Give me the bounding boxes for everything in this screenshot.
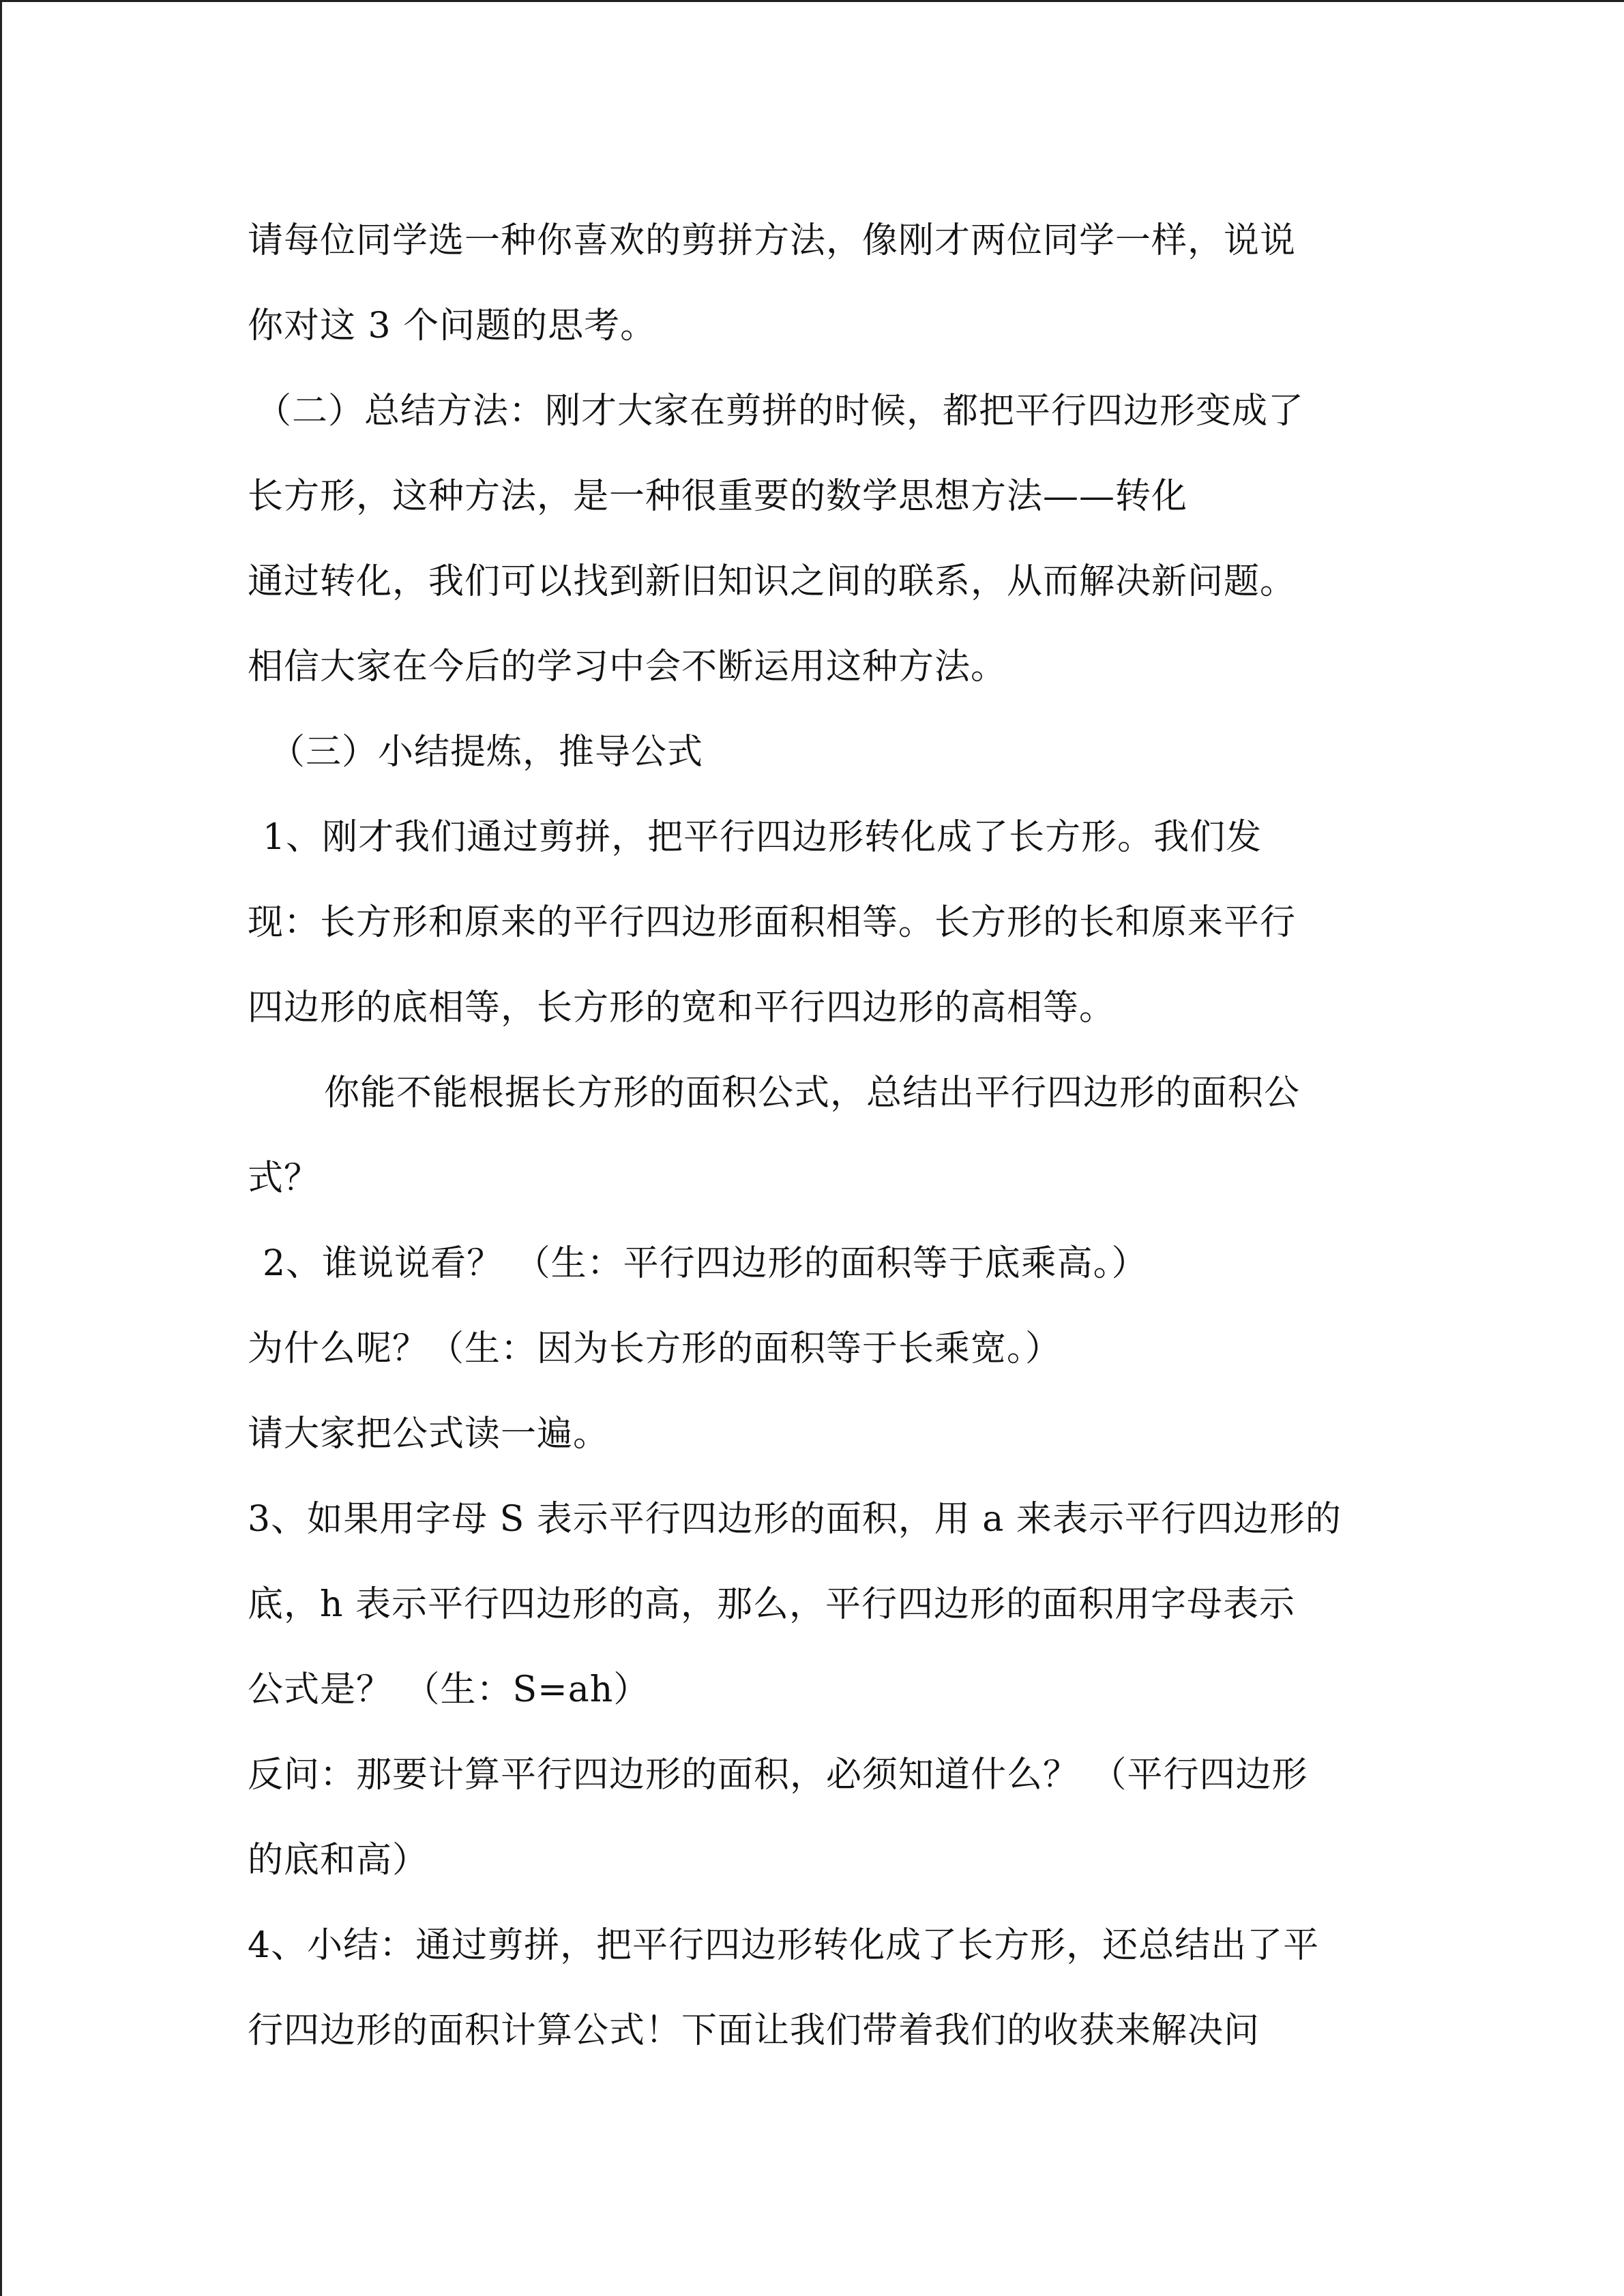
text-line: 现：长方形和原来的平行四边形面积相等。长方形的长和原来平行 [248,902,1297,943]
text-line: 你对这 3 个问题的思考。 [248,305,657,346]
text-line: 通过转化，我们可以找到新旧知识之间的联系，从而解决新问题。 [248,561,1297,602]
text-line: 底，h 表示平行四边形的高，那么，平行四边形的面积用字母表示 [248,1584,1296,1625]
text-line: 3、如果用字母 S 表示平行四边形的面积，用 a 来表示平行四边形的 [248,1499,1342,1540]
text-line: 2、谁说说看？ （生：平行四边形的面积等于底乘高。） [263,1243,1148,1284]
text-line: 反问：那要计算平行四边形的面积，必须知道什么？ （平行四边形 [248,1755,1308,1795]
text-line: 式？ [248,1158,321,1199]
text-line: 相信大家在今后的学习中会不断运用这种方法。 [248,646,1007,687]
text-line: 为什么呢？（生：因为长方形的面积等于长乘宽。） [248,1328,1062,1369]
text-line: 的底和高） [248,1840,429,1881]
text-line: 四边形的底相等，长方形的宽和平行四边形的高相等。 [248,987,1116,1028]
text-line: 4、小结：通过剪拼，把平行四边形转化成了长方形，还总结出了平 [248,1925,1320,1966]
section-heading: （二）总结方法：刚才大家在剪拼的时候，都把平行四边形变成了 [256,391,1305,432]
text-line: 请每位同学选一种你喜欢的剪拼方法，像刚才两位同学一样，说说 [248,220,1297,261]
text-line: 长方形，这种方法，是一种很重要的数学思想方法——转化 [248,476,1188,517]
section-heading: （三）小结提炼，推导公式 [269,732,704,773]
text-line: 1、刚才我们通过剪拼，把平行四边形转化成了长方形。我们发 [263,817,1263,858]
text-line: 行四边形的面积计算公式！下面让我们带着我们的收获来解决问 [248,2010,1260,2051]
text-line: 公式是？ （生：S=ah） [248,1669,650,1710]
text-line: 你能不能根据长方形的面积公式，总结出平行四边形的面积公 [324,1073,1301,1114]
text-line: 请大家把公式读一遍。 [248,1414,610,1455]
